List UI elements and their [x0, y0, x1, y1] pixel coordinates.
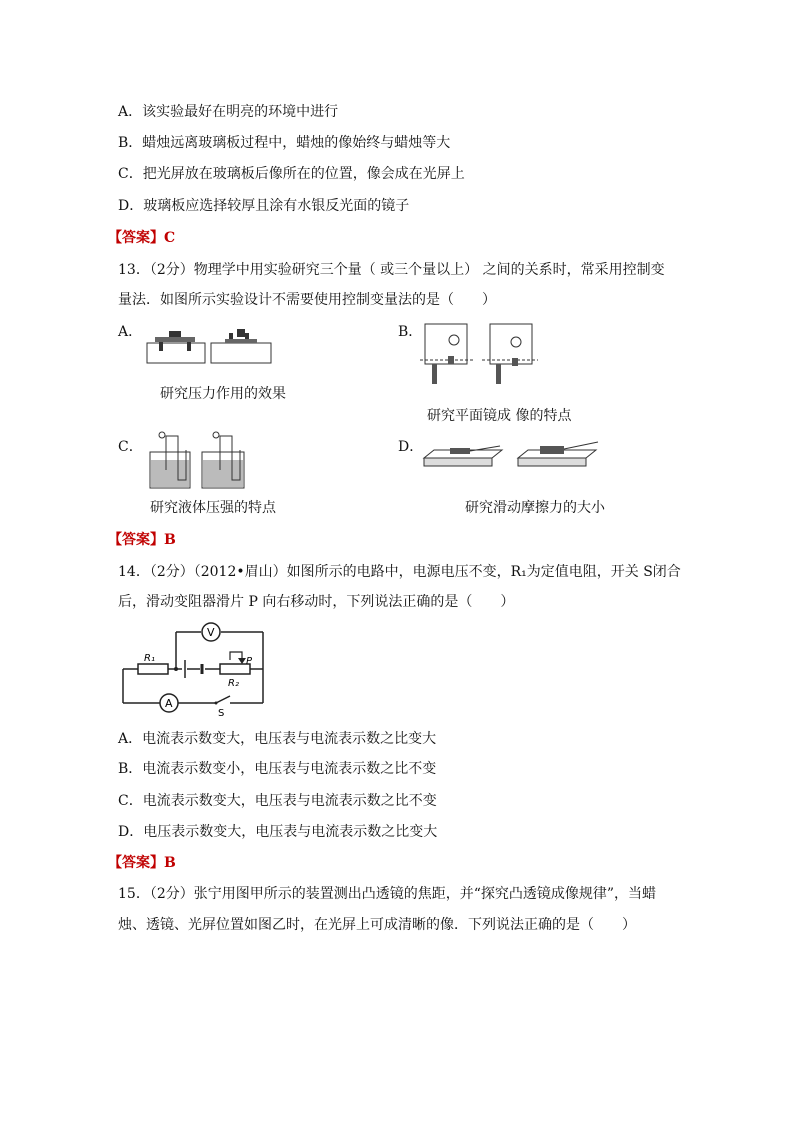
q13-letter-d: D．: [398, 439, 424, 455]
q13-letter-b: B．: [398, 324, 423, 340]
q15-stem-line2: 烛、透镜、光屏位置如图乙时，在光屏上可成清晰的像．下列说法正确的是（ ）: [118, 917, 636, 933]
answer-value: C: [164, 230, 176, 246]
q13-caption-b: 研究平面镜成 像的特点: [427, 408, 572, 424]
figure-pressure-effect: [145, 327, 275, 367]
label-r1: R₁: [144, 653, 155, 664]
q14-stem-line1: 14．（2分）（2012•眉山）如图所示的电路中，电源电压不变，R₁为定值电阻，开关 S闭合: [118, 564, 681, 580]
figure-liquid-pressure: [148, 430, 248, 490]
resistor-r1: [138, 664, 168, 674]
figure-plane-mirror: [420, 322, 540, 390]
figure-sliding-friction: [422, 438, 602, 480]
q12-answer: [108, 229, 175, 247]
q13-stem-line2: 量法．如图所示实验设计不需要使用控制变量法的是（ ）: [118, 292, 496, 308]
q12-option-d: D．玻璃板应选择较厚且涂有水银反光面的镜子: [118, 198, 410, 214]
answer-tag: 【答案】: [108, 230, 164, 246]
q13-answer: [108, 531, 176, 549]
label-voltmeter: V: [207, 626, 215, 639]
q15-stem-line1: 15．（2分）张宁用图甲所示的装置测出凸透镜的焦距，并“探究凸透镜成像规律”，当蜡: [118, 886, 657, 902]
q14-option-c: C．电流表示数变大，电压表与电流表示数之比不变: [118, 793, 437, 809]
q14-option-a: A．电流表示数变大，电压表与电流表示数之比变大: [118, 731, 437, 747]
q13-caption-d: 研究滑动摩擦力的大小: [465, 500, 605, 516]
q14-stem-line2: 后，滑动变阻器滑片 P 向右移动时，下列说法正确的是（ ）: [118, 594, 515, 610]
q12-option-a: A．该实验最好在明亮的环境中进行: [118, 104, 339, 120]
q13-caption-c: 研究液体压强的特点: [150, 500, 276, 516]
answer-value: B: [164, 532, 176, 548]
label-ammeter: A: [165, 697, 173, 710]
answer-tag: 【答案】: [108, 855, 164, 871]
q12-option-c: C．把光屏放在玻璃板后像所在的位置，像会成在光屏上: [118, 166, 465, 182]
q13-letter-a: A．: [118, 324, 143, 340]
q13-letter-c: C．: [118, 439, 143, 455]
q14-option-d: D．电压表示数变大，电压表与电流表示数之比变大: [118, 824, 438, 840]
answer-tag: 【答案】: [108, 532, 164, 548]
label-r2: R₂: [228, 678, 239, 689]
label-switch: S: [218, 708, 225, 719]
q14-answer: [108, 854, 176, 872]
q14-option-b: B．电流表示数变小，电压表与电流表示数之比不变: [118, 761, 437, 777]
q13-stem-line1: 13．（2分）物理学中用实验研究三个量（ 或三个量以上） 之间的关系时，常采用控制变: [118, 262, 665, 278]
answer-value: B: [164, 855, 176, 871]
circuit-diagram: [118, 620, 268, 719]
label-slider: P: [246, 656, 253, 667]
q13-caption-a: 研究压力作用的效果: [160, 386, 286, 402]
slider-arrow: [238, 658, 246, 664]
q12-option-b: B．蜡烛远离玻璃板过程中，蜡烛的像始终与蜡烛等大: [118, 135, 451, 151]
